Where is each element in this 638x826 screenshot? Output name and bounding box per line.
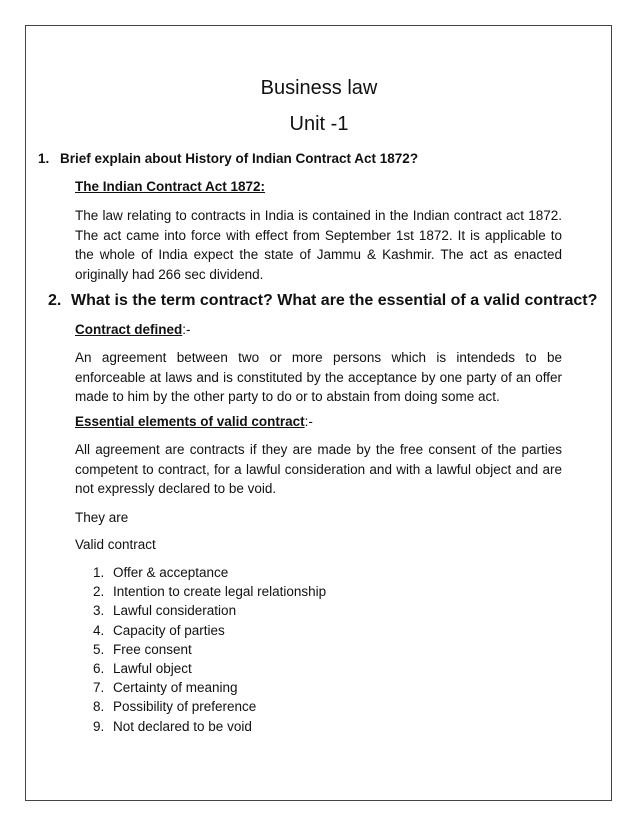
list-item xyxy=(93,717,326,736)
contract-defined-suffix: :- xyxy=(182,322,191,337)
list-item-number: 1. xyxy=(93,565,105,580)
list-item-text: Certainty of meaning xyxy=(113,680,238,696)
list-item-text: Capacity of parties xyxy=(113,622,225,638)
list-item xyxy=(93,697,326,716)
question-1 xyxy=(38,151,418,166)
question-1-text: Brief explain about History of Indian Contract Act 1872? xyxy=(60,151,419,166)
list-item-number: 4. xyxy=(93,622,105,638)
list-item-number: 6. xyxy=(93,660,105,676)
document-title: Business law xyxy=(260,77,378,99)
essential-elements-suffix: :- xyxy=(304,414,313,429)
list-item xyxy=(93,640,326,659)
contract-defined-heading xyxy=(75,322,191,337)
list-item-text: Lawful object xyxy=(113,660,192,676)
contract-act-paragraph: The law relating to contracts in India is contained in the Indian contract act 1872. The act came into force with effect from September 1st 1872. It is applicable to the whole of India expect the state of Jammu & Kashmir. The act as enacted originally had 266 sec dividend. xyxy=(75,208,562,282)
list-item xyxy=(93,659,326,678)
list-item xyxy=(93,563,326,582)
document-subtitle: Unit -1 xyxy=(289,113,349,135)
question-2-number: 2. xyxy=(48,292,62,309)
list-item xyxy=(93,678,326,697)
list-item xyxy=(93,601,326,620)
list-item-number: 5. xyxy=(93,641,105,657)
essential-elements-heading-text: Essential elements of valid contract xyxy=(75,414,305,429)
question-1-number: 1. xyxy=(38,151,50,166)
list-item-number: 2. xyxy=(93,584,105,600)
list-item xyxy=(93,621,326,640)
list-item-number: 9. xyxy=(93,718,105,734)
contract-defined-heading-text: Contract defined xyxy=(75,322,183,337)
contract-act-heading xyxy=(75,179,265,194)
question-2 xyxy=(48,292,597,310)
list-item-text: Free consent xyxy=(113,641,192,657)
list-item xyxy=(93,582,326,601)
question-2-text: What is the term contract? What are the essential of a valid contract? xyxy=(71,292,598,309)
list-item-number: 3. xyxy=(93,603,105,619)
contract-defined-paragraph: An agreement between two or more persons which is intendeds to be enforceable at laws and is constituted by the acceptance by one party of an offer made to him by the other party to do or to abstain from doing some act. xyxy=(75,350,562,404)
list-item-number: 7. xyxy=(93,680,105,696)
essential-elements-heading xyxy=(75,414,313,429)
list-item-text: Intention to create legal relationship xyxy=(113,584,327,600)
valid-contract-list xyxy=(93,563,326,736)
list-item-text: Lawful consideration xyxy=(113,603,237,619)
list-item-number: 8. xyxy=(93,699,105,715)
list-item-text: Possibility of preference xyxy=(113,699,257,715)
list-item-text: Offer & acceptance xyxy=(113,565,229,580)
contract-act-heading-text: The Indian Contract Act 1872: xyxy=(75,179,266,194)
essential-elements-paragraph: All agreement are contracts if they are made by the free consent of the parties competent to contract, for a lawful consideration and with a lawful object and are not expressly declared to be void. xyxy=(75,442,562,496)
valid-contract-label: Valid contract xyxy=(75,537,156,552)
list-item-text: Not declared to be void xyxy=(113,718,252,734)
they-are-label: They are xyxy=(75,510,129,525)
